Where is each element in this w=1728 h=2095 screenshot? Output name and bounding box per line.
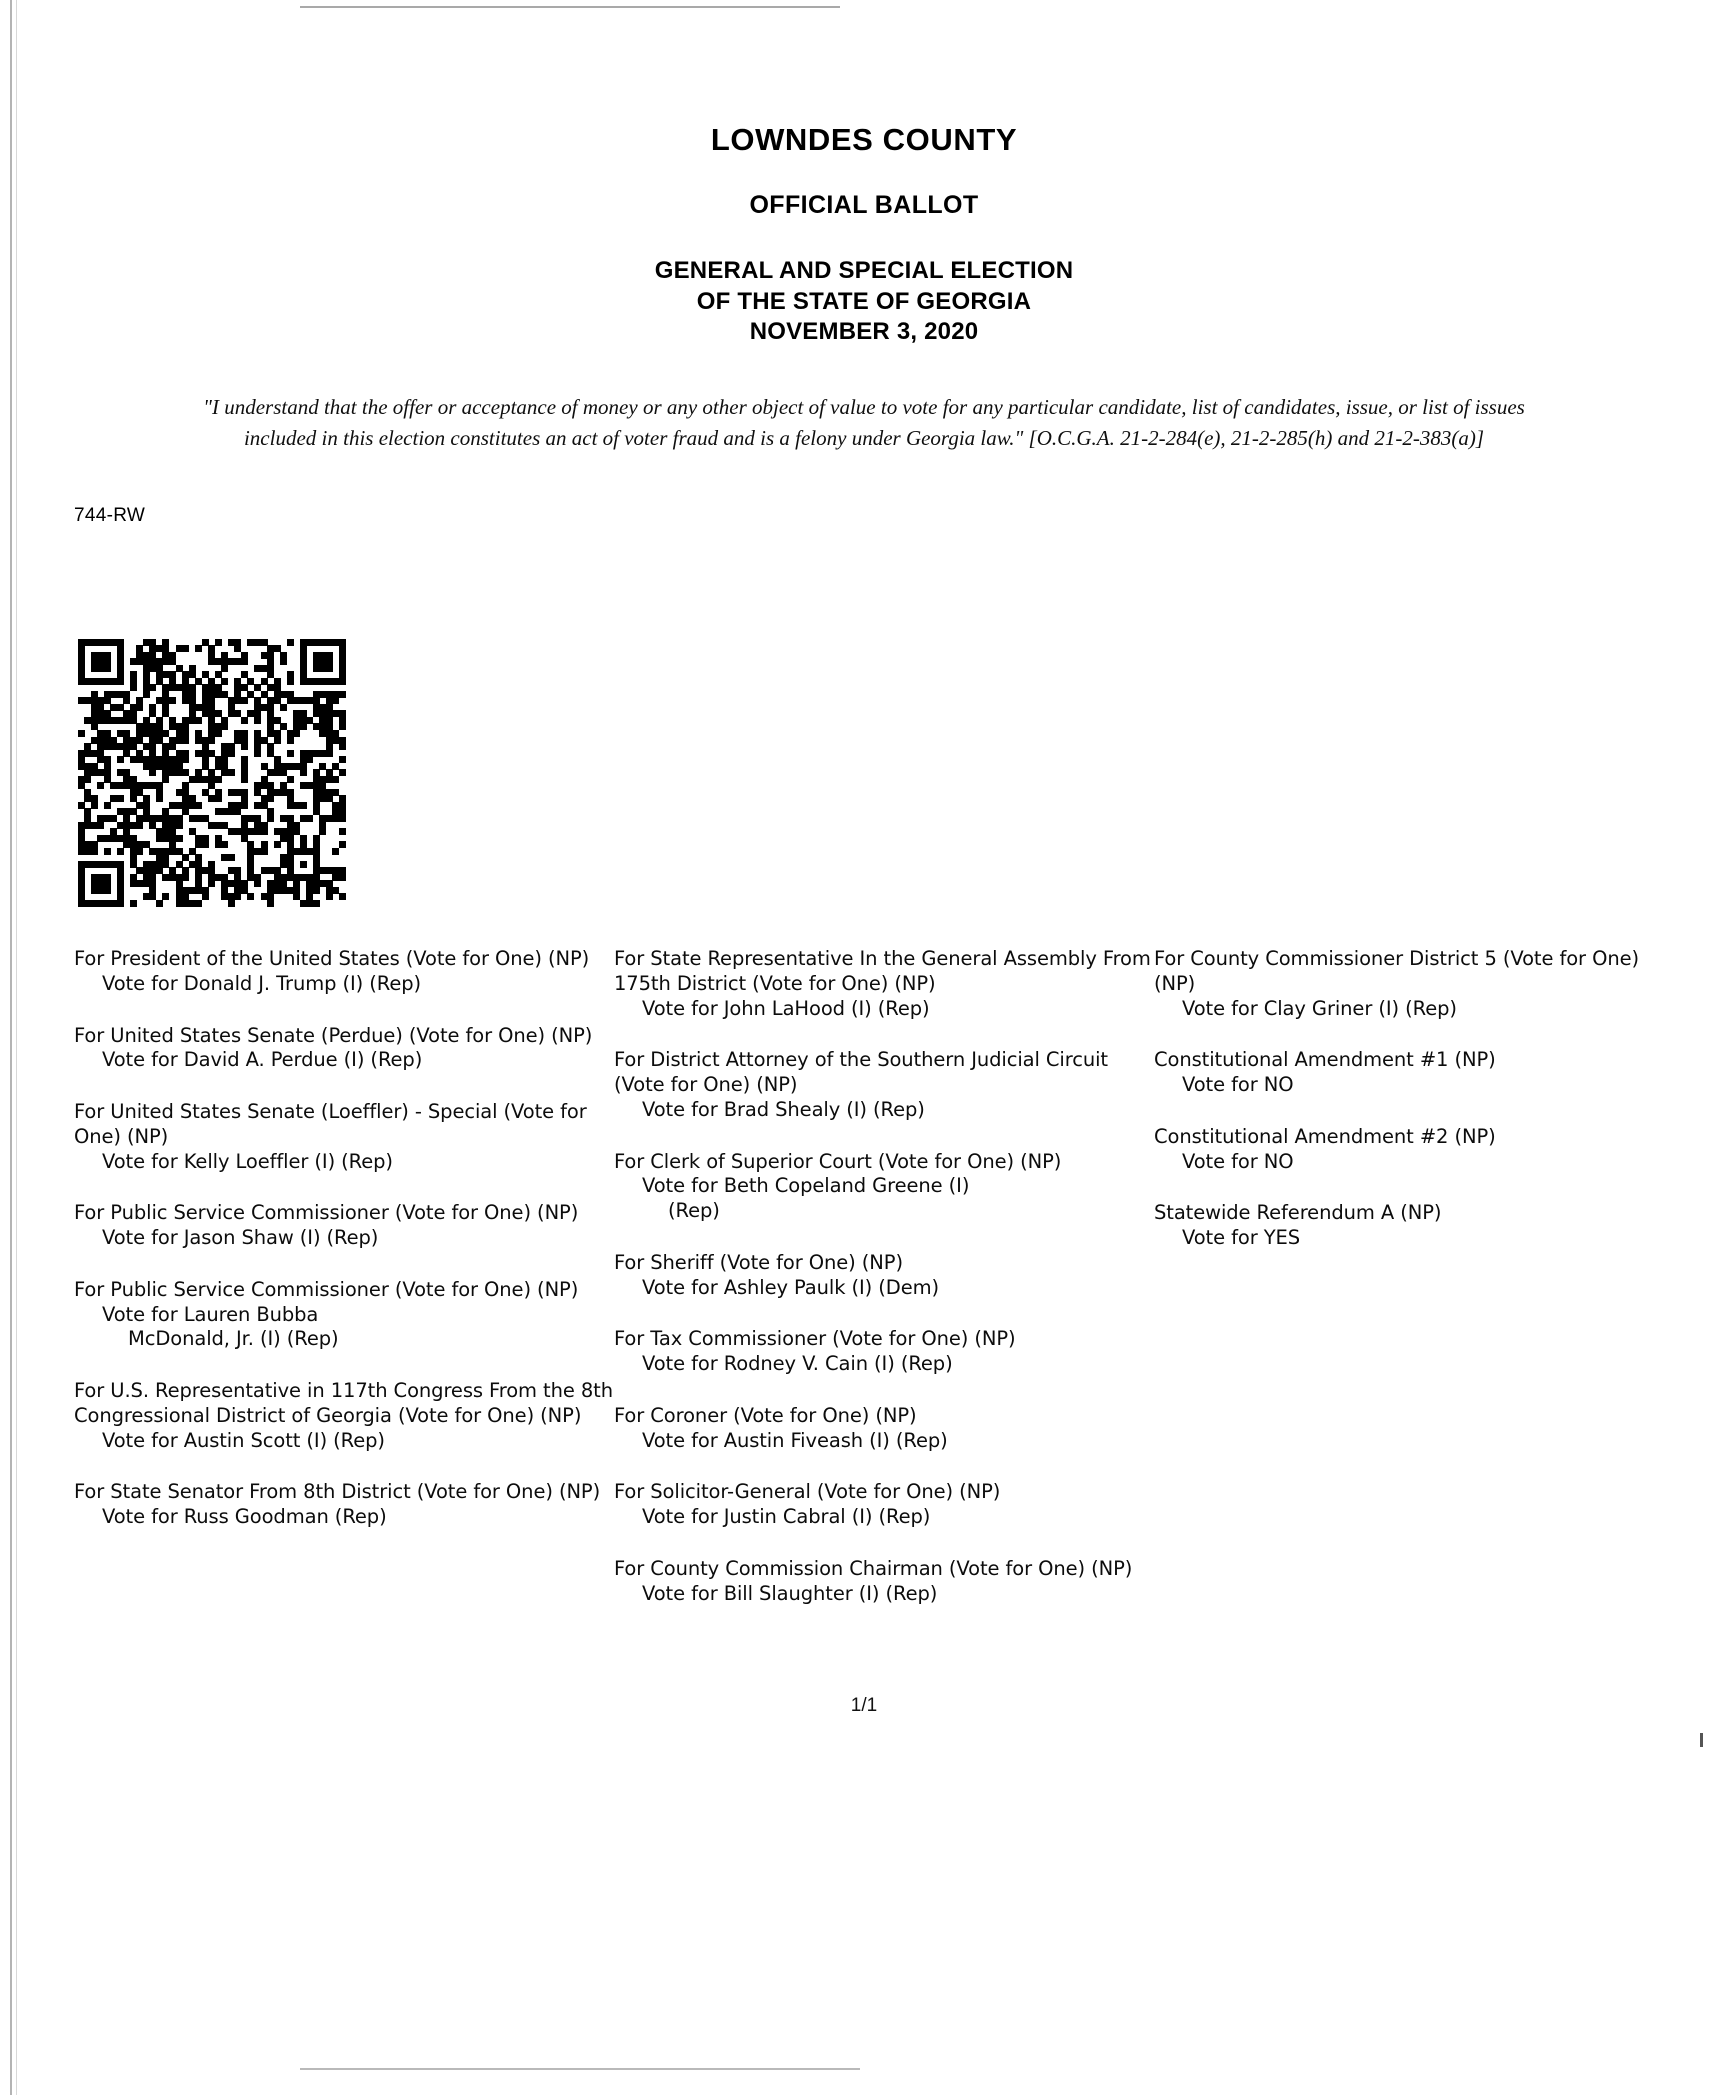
- contest-column-1: [74, 947, 614, 1557]
- county-title: LOWNDES COUNTY: [710, 122, 1018, 157]
- contest-block: [74, 1480, 614, 1530]
- contest-column-3: [1154, 947, 1654, 1278]
- contest-choice: Vote for Austin Fiveash (I) (Rep): [642, 1428, 948, 1452]
- contest-title: For Public Service Commissioner (Vote for One) (NP): [74, 1277, 579, 1301]
- contest-title: For Public Service Commissioner (Vote for One) (NP): [74, 1201, 579, 1225]
- contest-choice: Vote for Clay Griner (I) (Rep): [1182, 996, 1457, 1020]
- contest-block: [614, 1150, 1154, 1224]
- contest-block: [74, 1379, 614, 1453]
- contest-choice: Vote for NO: [1182, 1149, 1294, 1173]
- contest-choice: Vote for Brad Shealy (I) (Rep): [642, 1097, 925, 1121]
- election-heading-line-3: NOVEMBER 3, 2020: [749, 318, 979, 346]
- qr-code-canvas: [78, 639, 346, 907]
- contest-choice-continuation: McDonald, Jr. (I) (Rep): [128, 1327, 339, 1351]
- contest-block: [74, 1100, 614, 1174]
- contest-choice: Vote for YES: [1182, 1226, 1301, 1250]
- voter-fraud-oath-text: "I understand that the offer or acceptance of money or any other object of value to vote for any particular candidate, list of candidates, issue, or list of issues included in this election constitutes an act of voter fraud and is a felony under Georgia law." [O.C.G.A. 21-2-284(e), 21-2-285(h) and 21-2-383(a)]: [203, 395, 1525, 450]
- contest-title: Constitutional Amendment #1 (NP): [1154, 1048, 1496, 1072]
- contest-title: For District Attorney of the Southern Judicial Circuit (Vote for One) (NP): [614, 1048, 1108, 1097]
- contest-choice: Vote for Russ Goodman (Rep): [102, 1505, 387, 1529]
- contest-columns: [74, 947, 1654, 1633]
- contest-title: For Coroner (Vote for One) (NP): [614, 1403, 917, 1427]
- contest-title: Constitutional Amendment #2 (NP): [1154, 1124, 1496, 1148]
- contest-choice: Vote for Bill Slaughter (I) (Rep): [642, 1581, 938, 1605]
- contest-block: [74, 1024, 614, 1074]
- contest-choice: Vote for Ashley Paulk (I) (Dem): [642, 1275, 940, 1299]
- ballot-style-code: 744-RW: [74, 505, 146, 527]
- contest-block: [614, 1480, 1154, 1530]
- contest-title: For United States Senate (Perdue) (Vote for One) (NP): [74, 1023, 593, 1047]
- contest-title: For County Commission Chairman (Vote for One) (NP): [614, 1556, 1133, 1580]
- page-number: 1/1: [850, 1695, 878, 1717]
- contest-block: [1154, 1125, 1654, 1175]
- qr-code-icon: [78, 639, 346, 907]
- contest-title: For Tax Commissioner (Vote for One) (NP): [614, 1327, 1016, 1351]
- contest-choice: Vote for Lauren Bubba: [102, 1302, 319, 1326]
- contest-choice: Vote for Beth Copeland Greene (I): [642, 1174, 970, 1198]
- contest-block: [614, 1327, 1154, 1377]
- election-heading-line-2: OF THE STATE OF GEORGIA: [696, 287, 1032, 315]
- contest-block: [614, 947, 1154, 1021]
- scan-edge-artifact-right-tick: [1700, 1733, 1703, 1747]
- contest-choice: Vote for NO: [1182, 1073, 1294, 1097]
- contest-choice: Vote for Donald J. Trump (I) (Rep): [102, 971, 422, 995]
- contest-title: For Solicitor-General (Vote for One) (NP): [614, 1480, 1001, 1504]
- contest-block: [614, 1251, 1154, 1301]
- contest-block: [1154, 1048, 1654, 1098]
- contest-block: [74, 1278, 614, 1352]
- contest-block: [1154, 947, 1654, 1021]
- contest-title: For State Senator From 8th District (Vote for One) (NP): [74, 1480, 601, 1504]
- election-heading: [0, 256, 1728, 348]
- contest-choice: Vote for David A. Perdue (I) (Rep): [102, 1048, 423, 1072]
- scan-edge-artifact-bottom: [300, 2068, 860, 2070]
- contest-title: For Clerk of Superior Court (Vote for One) (NP): [614, 1149, 1062, 1173]
- contest-block: [614, 1404, 1154, 1454]
- contest-choice: Vote for Kelly Loeffler (I) (Rep): [102, 1149, 393, 1173]
- contest-choice: Vote for Rodney V. Cain (I) (Rep): [642, 1352, 953, 1376]
- contest-title: For President of the United States (Vote for One) (NP): [74, 947, 590, 971]
- contest-block: [74, 1201, 614, 1251]
- contest-title: For United States Senate (Loeffler) - Special (Vote for One) (NP): [74, 1100, 587, 1148]
- contest-block: [74, 947, 614, 997]
- contest-title: Statewide Referendum A (NP): [1154, 1201, 1442, 1225]
- contest-choice: Vote for Jason Shaw (I) (Rep): [102, 1226, 379, 1250]
- contest-block: [614, 1048, 1154, 1122]
- contest-block: [614, 1557, 1154, 1607]
- contest-choice: Vote for Austin Scott (I) (Rep): [102, 1428, 385, 1452]
- contest-choice-continuation: (Rep): [668, 1199, 720, 1223]
- contest-choice: Vote for John LaHood (I) (Rep): [642, 996, 930, 1020]
- contest-title: For U.S. Representative in 117th Congress From the 8th Congressional District of Georgia (Vote for One) (NP): [74, 1379, 613, 1427]
- contest-title: For Sheriff (Vote for One) (NP): [614, 1250, 903, 1274]
- contest-title: For County Commissioner District 5 (Vote for One) (NP): [1154, 947, 1639, 995]
- election-heading-line-1: GENERAL AND SPECIAL ELECTION: [654, 257, 1074, 284]
- official-ballot-label: OFFICIAL BALLOT: [749, 191, 979, 219]
- contest-column-2: [614, 947, 1154, 1633]
- contest-title: For State Representative In the General Assembly From 175th District (Vote for One) (NP): [614, 947, 1151, 995]
- contest-choice: Vote for Justin Cabral (I) (Rep): [642, 1505, 931, 1529]
- contest-block: [1154, 1201, 1654, 1251]
